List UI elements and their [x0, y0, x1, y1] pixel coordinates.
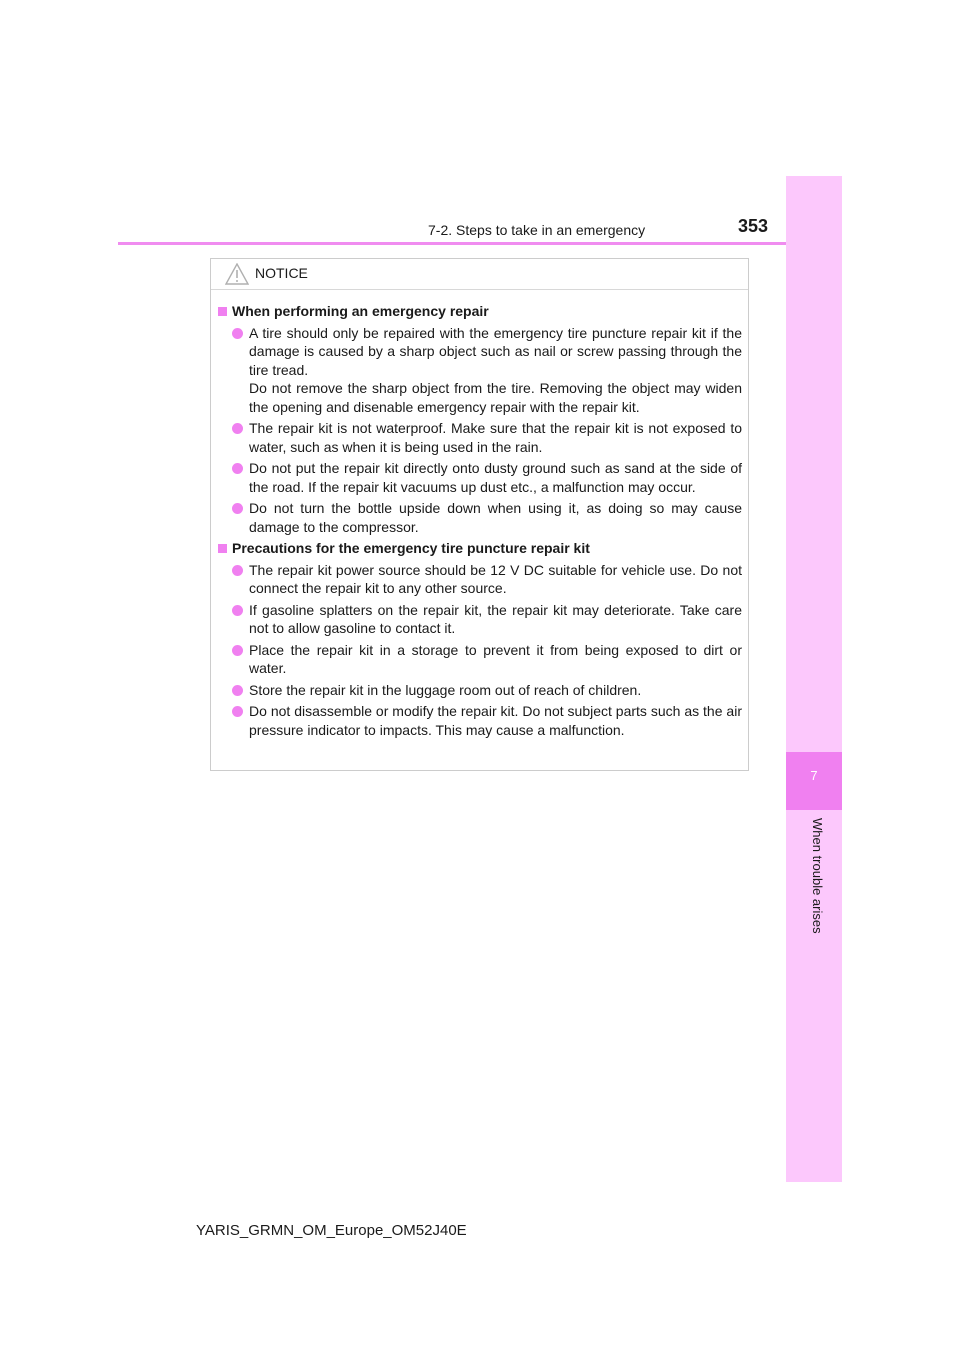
list-item: [232, 681, 742, 700]
round-bullet-icon: [232, 423, 243, 434]
list-item-text: [249, 499, 742, 536]
list-item: [232, 419, 742, 456]
round-bullet-icon: [232, 645, 243, 656]
paragraph: A tire should only be repaired with the emergency tire puncture repair kit if the damage is caused by a sharp object such as nail or screw passing through the tire tread.: [249, 324, 742, 378]
chapter-label: When trouble arises: [810, 818, 825, 934]
paragraph: Do not put the repair kit directly onto dusty ground such as sand at the side of the road. If the repair kit vacuums up dust etc., a malfunction may occur.: [249, 460, 742, 495]
paragraph: The repair kit power source should be 12 V DC suitable for vehicle use. Do not connect the repair kit to any other source.: [249, 561, 742, 596]
notice-group: [218, 302, 742, 536]
document-code: YARIS_GRMN_OM_Europe_OM52J40E: [196, 1222, 467, 1239]
square-bullet-icon: [218, 307, 227, 316]
list-item: [232, 702, 742, 739]
round-bullet-icon: [232, 685, 243, 696]
group-heading: [218, 539, 742, 558]
page-number: 353: [738, 216, 769, 236]
header-rule: [118, 242, 842, 245]
notice-header: [211, 259, 748, 290]
chapter-number: 7: [810, 768, 818, 783]
list-item: [232, 601, 742, 638]
round-bullet-icon: [232, 328, 243, 339]
list-item-text: [249, 324, 742, 417]
group-heading-text: Precautions for the emergency tire puncture repair kit: [232, 540, 590, 556]
paragraph: Do not remove the sharp object from the tire. Removing the object may widen the opening and disenable emergency repair with the repair kit.: [249, 380, 742, 415]
list-item-text: [249, 702, 742, 739]
paragraph: Do not disassemble or modify the repair kit. Do not subject parts such as the air pressure indicator to impacts. This may cause a malfunction.: [249, 703, 742, 738]
list-item-text: [249, 459, 742, 496]
round-bullet-icon: [232, 565, 243, 576]
warning-triangle-icon: [225, 263, 249, 285]
square-bullet-icon: [218, 544, 227, 553]
list-item: [232, 459, 742, 496]
round-bullet-icon: [232, 605, 243, 616]
list-item-text: [249, 601, 742, 638]
list-item-text: [249, 561, 742, 598]
list-item-text: [249, 419, 742, 456]
notice-group: [218, 539, 742, 739]
list-item: [232, 499, 742, 536]
round-bullet-icon: [232, 503, 243, 514]
section-title: 7-2. Steps to take in an emergency: [428, 222, 646, 238]
list-item: [232, 641, 742, 678]
paragraph: The repair kit is not waterproof. Make sure that the repair kit is not exposed to water, such as when it is being used in the rain.: [249, 420, 742, 455]
paragraph: Place the repair kit in a storage to prevent it from being exposed to dirt or water.: [249, 641, 742, 676]
group-heading-text: When performing an emergency repair: [232, 303, 489, 319]
paragraph: If gasoline splatters on the repair kit, the repair kit may deteriorate. Take care not to allow gasoline to contact it.: [249, 601, 742, 636]
round-bullet-icon: [232, 706, 243, 717]
round-bullet-icon: [232, 463, 243, 474]
list-item-text: [249, 681, 742, 700]
paragraph: Store the repair kit in the luggage room out of reach of children.: [249, 681, 642, 698]
list-item-text: [249, 641, 742, 678]
list-item: [232, 324, 742, 417]
chapter-side-tab: [786, 176, 842, 1182]
notice-body: [211, 290, 748, 739]
list-item: [232, 561, 742, 598]
notice-title: NOTICE: [255, 265, 308, 281]
notice-box: [210, 258, 749, 771]
group-heading: [218, 302, 742, 321]
paragraph: Do not turn the bottle upside down when using it, as doing so may cause damage to the compressor.: [249, 500, 742, 535]
